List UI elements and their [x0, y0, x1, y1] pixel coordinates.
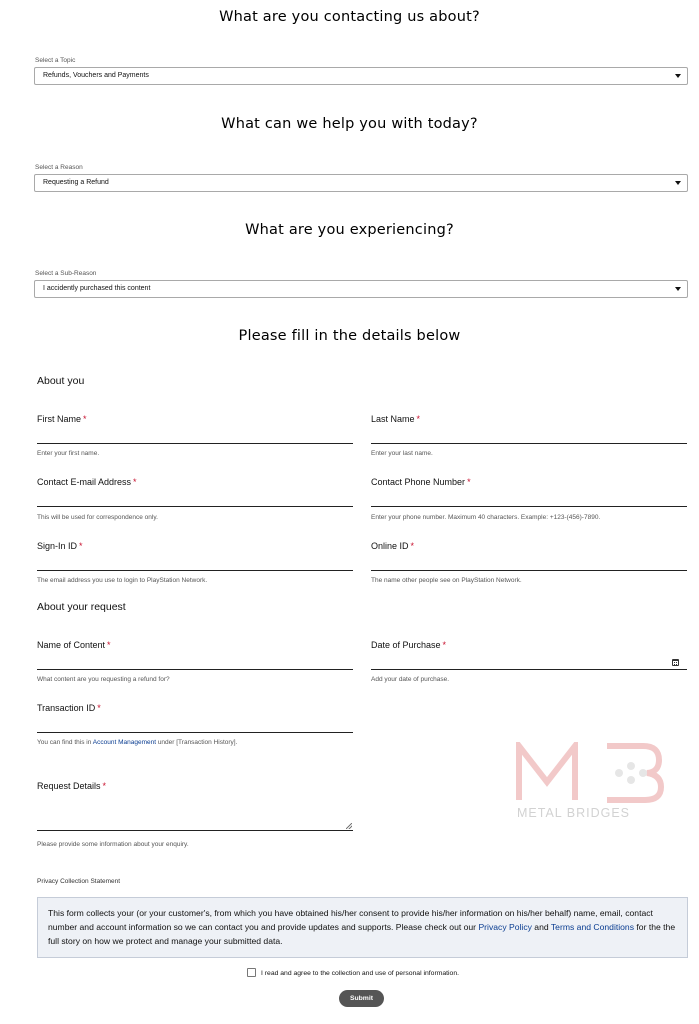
phone-input[interactable]: [371, 506, 687, 507]
first-name-input[interactable]: [37, 443, 353, 444]
privacy-statement: This form collects your (or your customer's, from which you have obtained his/her consent to provide his/her information on his/her behalf) name, email, contact number and account information so we can contact you and provide updates and supports. Please check out our Privacy Policy and Terms and Conditions for the the full story on how we protect and manage your submitted data.: [37, 897, 688, 958]
subreason-select-value: I accidently purchased this content: [43, 285, 151, 292]
request-details-help: Please provide some information about your enquiry.: [37, 841, 189, 848]
terms-link[interactable]: Terms and Conditions: [550, 922, 635, 932]
about-request-title: About your request: [37, 601, 126, 613]
form-heading: Please fill in the details below: [238, 328, 461, 344]
caret-down-icon: [675, 287, 681, 291]
calendar-icon[interactable]: [672, 659, 679, 666]
first-name-help: Enter your first name.: [37, 450, 100, 457]
required-mark: *: [410, 541, 415, 551]
subreason-select[interactable]: [34, 280, 688, 298]
topic-select[interactable]: [34, 67, 688, 85]
email-input[interactable]: [37, 506, 353, 507]
required-mark: *: [102, 781, 107, 791]
topic-label: Select a Topic: [35, 57, 76, 64]
first-name-field: [37, 414, 353, 464]
signin-id-help: The email address you use to login to PlayStation Network.: [37, 577, 208, 584]
required-mark: *: [133, 477, 137, 487]
content-name-label: Name of Content: [37, 640, 106, 650]
privacy-label: Privacy Collection Statement: [37, 878, 121, 885]
signin-id-label: Sign-In ID: [37, 541, 78, 551]
email-help: This will be used for correspondence only.: [37, 514, 158, 521]
topic-heading: What are you contacting us about?: [219, 9, 480, 25]
online-id-help: The name other people see on PlayStation Network.: [371, 577, 522, 584]
transaction-id-label: Transaction ID: [37, 703, 96, 713]
account-management-link[interactable]: Account Management: [92, 739, 157, 746]
watermark-logo: [515, 742, 665, 822]
content-name-field: [37, 640, 353, 690]
last-name-help: Enter your last name.: [371, 450, 433, 457]
resize-handle-icon[interactable]: [346, 823, 352, 829]
reason-select-value: Requesting a Refund: [43, 179, 109, 186]
signin-id-input[interactable]: [37, 570, 353, 571]
phone-help: Enter your phone number. Maximum 40 characters. Example: +123-(456)-7890.: [371, 514, 601, 521]
watermark-text: METAL BRIDGES: [517, 806, 631, 820]
reason-heading: What can we help you with today?: [221, 116, 478, 132]
request-details-label-wrap: [37, 781, 106, 791]
email-field: [37, 477, 353, 527]
required-mark: *: [83, 414, 87, 424]
required-mark: *: [79, 541, 83, 551]
purchase-date-input[interactable]: [371, 669, 687, 670]
transaction-id-help: You can find this in Account Management under [Transaction History].: [37, 739, 238, 746]
required-mark: *: [97, 703, 101, 713]
required-mark: *: [107, 640, 111, 650]
subreason-heading: What are you experiencing?: [245, 222, 454, 238]
watermark-mb-icon: [515, 742, 665, 804]
last-name-input[interactable]: [371, 443, 687, 444]
agree-label[interactable]: I read and agree to the collection and use of personal information.: [261, 970, 459, 977]
request-details-textarea[interactable]: [37, 795, 353, 831]
last-name-field: [371, 414, 687, 464]
signin-id-field: [37, 541, 353, 591]
caret-down-icon: [675, 74, 681, 78]
required-mark: *: [416, 414, 421, 424]
reason-select[interactable]: [34, 174, 688, 192]
online-id-label: Online ID: [371, 541, 409, 551]
caret-down-icon: [675, 181, 681, 185]
content-name-help: What content are you requesting a refund for?: [37, 676, 170, 683]
online-id-input[interactable]: [371, 570, 687, 571]
reason-label: Select a Reason: [35, 164, 83, 171]
request-details-label: Request Details: [37, 781, 101, 791]
content-name-input[interactable]: [37, 669, 353, 670]
required-mark: *: [442, 640, 447, 650]
transaction-id-field: [37, 703, 353, 753]
transaction-id-input[interactable]: [37, 732, 353, 733]
agree-checkbox[interactable]: [247, 968, 256, 977]
about-you-title: About you: [37, 375, 85, 387]
first-name-label: First Name: [37, 414, 82, 424]
purchase-date-label: Date of Purchase: [371, 640, 441, 650]
purchase-date-help: Add your date of purchase.: [371, 676, 450, 683]
purchase-date-field: [371, 640, 687, 690]
email-label: Contact E-mail Address: [37, 477, 132, 487]
submit-button[interactable]: Submit: [339, 990, 384, 1007]
last-name-label: Last Name: [371, 414, 415, 424]
privacy-policy-link[interactable]: Privacy Policy: [478, 922, 532, 932]
topic-select-value: Refunds, Vouchers and Payments: [43, 72, 149, 79]
phone-label: Contact Phone Number: [371, 477, 466, 487]
phone-field: [371, 477, 687, 527]
subreason-label: Select a Sub-Reason: [35, 270, 97, 277]
required-mark: *: [467, 477, 471, 487]
online-id-field: [371, 541, 687, 591]
